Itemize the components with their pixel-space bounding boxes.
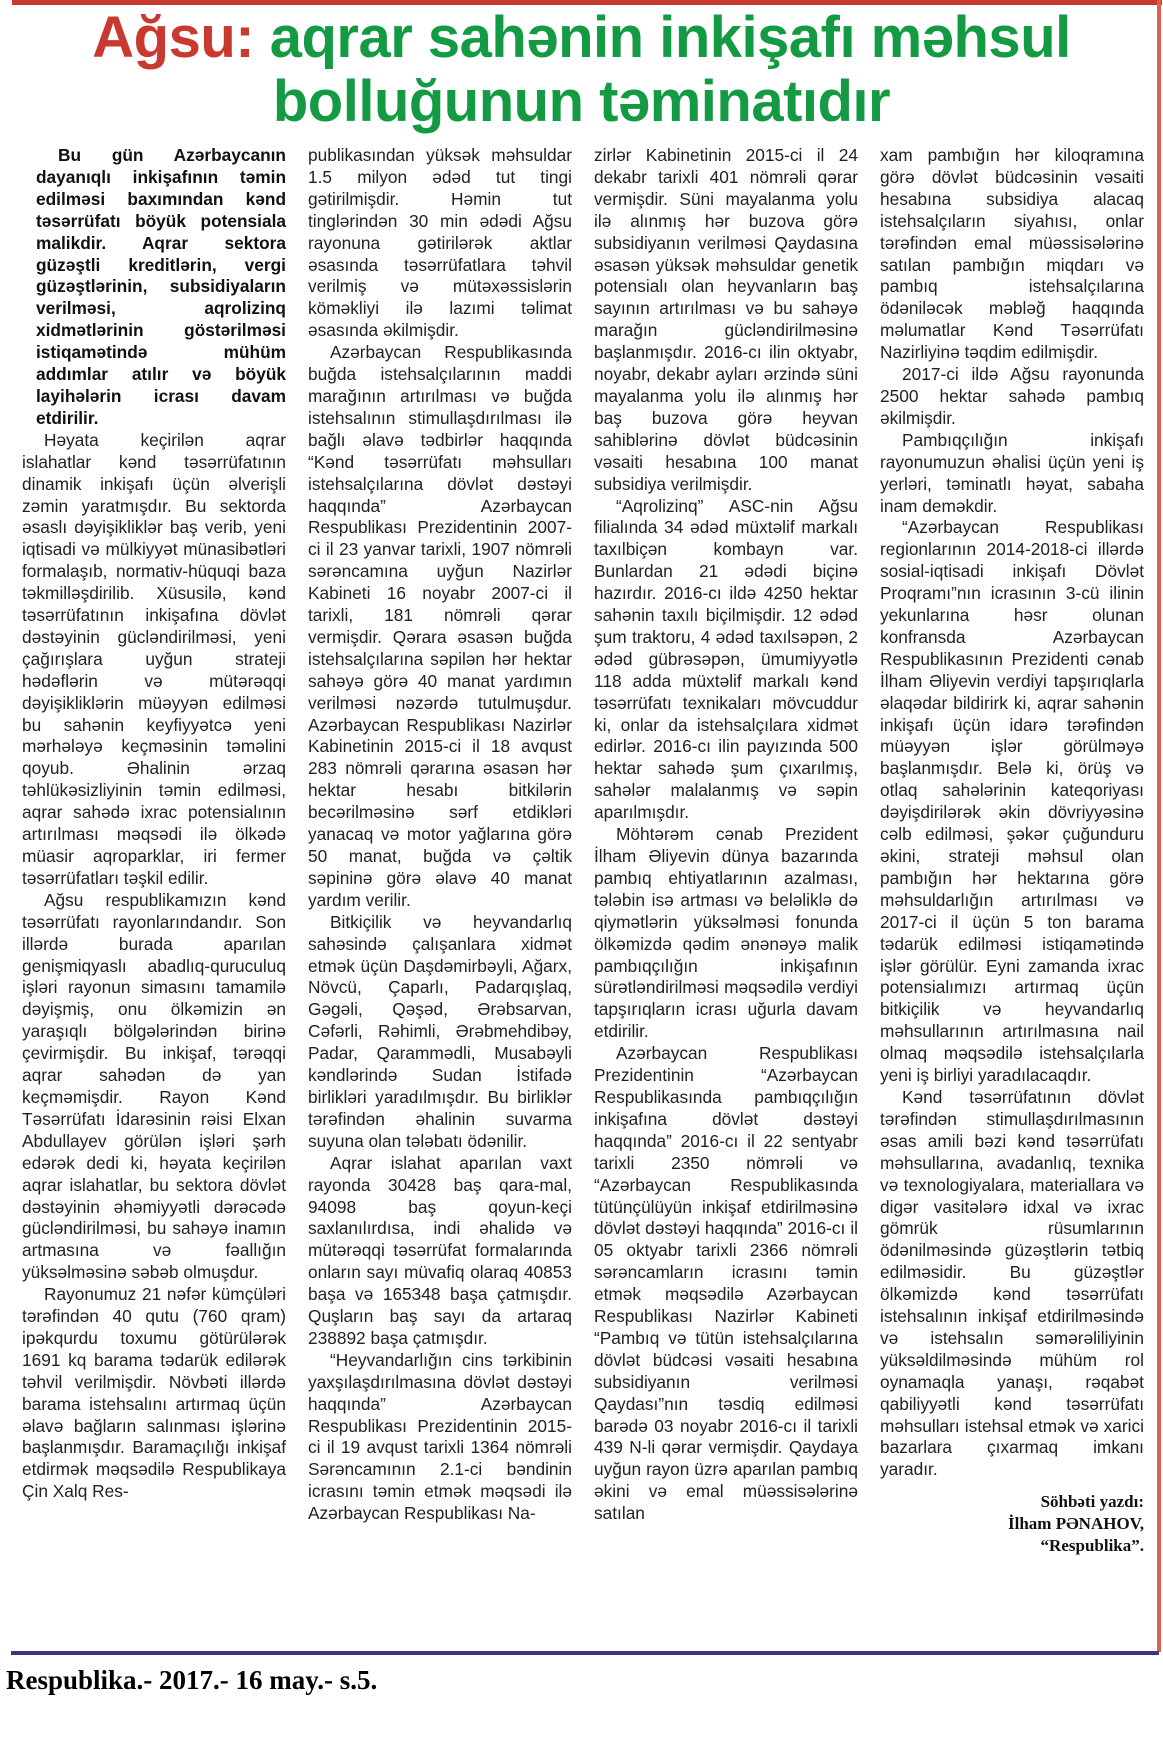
paragraph: “Heyvandarlığın cins tərkibinin yaxşılaşdırılmasına dövlət dəstəyi haqqında” Azərbaycan Respublikası Prezidentinin 2015-ci il 19 avqust tarixli 1364 nömrəli Sərəncamının 2.1-ci bəndinin icrasını təmin etmək məqsədi ilə Azərbaycan Respublikası Na- — [308, 1349, 572, 1524]
frame-bottom-rule — [11, 1651, 1159, 1655]
paragraph: Bitkiçilik və heyvandarlıq sahəsində çalışanlara xidmət etmək üçün Daşdəmirbəyli, Ağarx, Növcü, Çaparlı, Padarqışlaq, Gəgəli, Qəşəd, Ərəbsarvan, Cəfərli, Rəhimli, Ərəbmehdibəy, Padar, Qarammədli, Musabəyli kəndlərində Sudan İstifadə birlikləri yaradılmışdır. Bu birliklər tərəfindən əhalinin suvarma suyuna olan tələbatı ödənilir. — [308, 911, 572, 1151]
byline-label: Söhbəti yazdı: — [1040, 1492, 1144, 1512]
paragraph-continued: xam pambığın hər kiloqramına görə dövlət büdcəsinin vəsaiti hesabına subsidiya alacaq istehsalçıların siyahısı, onlar tərəfindən emal müəssisələrinə satılan pambığın miqdarı və pambıq istehsalçılarına ödəniləcək məbləğ haqqında məlumatlar Kənd Təsərrüfatı Nazirliyinə təqdim edilmişdir. — [880, 145, 1144, 363]
paragraph: Azərbaycan Respublikası Prezidentinin “Azərbaycan Respublikasında pambıqçılığın inkişafına dövlət dəstəyi haqqında” 2016-cı il 22 sentyabr tarixli 2350 nömrəli və “Azərbaycan Respublikasında tütünçülüyün inkişaf etdirilməsinə dövlət dəstəyi haqqında” 2016-cı il 05 oktyabr tarixli 2366 nömrəli sərəncamların icrasını təmin etmək məqsədilə Azərbaycan Respublikası Nazirlər Kabineti “Pambıq və tütün istehsalçılarına dövlət büdcəsi vəsaiti hesabına subsidiyanın verilməsi Qaydası”nın təsdiq edilməsi barədə 03 noyabr 2016-cı il tarixli 439 N-li qərar vermişdir. Qaydaya uyğun rayon üzrə aparılan pambıq əkini və emal müəssisələrinə satılan — [594, 1043, 858, 1524]
paragraph: Həyata keçirilən aqrar islahatlar kənd təsərrüfatının dinamik inkişafı üçün əlverişli zəmin yaratmışdır. Bu sektorda əsaslı dəyişikliklər baş verib, yeni iqtisadi və mülkiyyət münasibətləri formalaşıb, normativ-hüquqi baza təkmilləşdirilib. Xüsusilə, kənd təsərrüfatının inkişafına dövlət dəstəyinin gücləndirilməsi, yeni çağırışlara uyğun strateji hədəflərin və mütərəqqi dəyişikliklərin müəyyən edilməsi bu sahənin keyfiyyətcə yeni mərhələyə keçməsinin təməlini qoyub. Əhalinin ərzaq təhlükəsizliyinin təmin edilməsi, aqrar sahədə ixrac potensialının artırılması məqsədi ilə ölkədə müasir aqroparklar, iri fermer təsərrüfatları təşkil edilir. — [22, 429, 286, 888]
paragraph: “Azərbaycan Respublikası regionlarının 2014-2018-ci illərdə sosial-iqtisadi inkişafı Dövlət Proqramı”nın icrasının 3-cü ilinin yekunlarına həsr olunan konfransda Azərbaycan Respublikasının Prezidenti cənab İlham Əliyevin verdiyi tapşırıqlarla əlaqədar bildirirk ki, aqrar sahənin inkişafı üçün idarə tərəfindən müəyyən işlər görülməyə başlanmışdır. Belə ki, örüş və otlaq sahələrinin kateqoriyası dəyişdirilərək əkin dövriyyəsinə cəlb edilməsi, şəkər çuğunduru əkini, strateji məhsul olan pambığın hər hektarına görə məhsuldarlığın artırılması və 2017-ci il üçün 5 ton barama tədarük edilməsi istiqamətində işlər görülür. Eyni zamanda ixrac potensialımızı artırmaq üçün bitkiçilik və heyvandarlıq məhsullarının artırılmasına nail olmaq məqsədilə istehsalçılarla yeni iş birliyi yaradılacaqdır. — [880, 517, 1144, 1086]
author-byline — [880, 1491, 1144, 1557]
paragraph: Aqrar islahat aparılan vaxt rayonda 30428 baş qara-mal, 94098 baş qoyun-keçi saxlanılırdısa, indi əhalidə və mütərəqqi təsərrüfat formalarında onların sayı müvafiq olaraq 40853 başa və 165348 başa çatmışdır. Quşların baş sayı da artaraq 238892 başa çatmışdır. — [308, 1152, 572, 1348]
paragraph: Möhtərəm cənab Prezident İlham Əliyevin dünya bazarında pambıq ehtiyatlarının azalması, tələbin isə artması və beləliklə də qiymətlərin yüksəlməsi fonunda ölkəmizdə qədim ənənəyə malik pambıqçılığın inkişafının sürətləndirilməsi məqsədilə verdiyi tapşırıqların icrası uğurla davam etdirilir. — [594, 824, 858, 1042]
paragraph: Rayonumuz 21 nəfər kümçüləri tərəfindən 40 qutu (760 qram) ipəkqurdu toxumu götürülərək 1691 kq barama tədarük edilərək təhvil verilmişdir. Növbəti illərdə barama istehsalını artırmaq üçün əlavə bağların salınması işlərinə başlanmışdır. Baramaçılığı inkişaf etdirmək məqsədilə Respublikaya Çin Xalq Res- — [22, 1284, 286, 1502]
frame-right-rule — [1157, 0, 1161, 1652]
paragraph-continued: publikasından yüksək məhsuldar 1.5 milyon ədəd tut tingi gətirilmişdir. Həmin tut tinglərindən 30 min ədədi Ağsu rayonuna gətirilərək aktlar əsasında təsərrüfatlara təhvil verilmiş və mütəxəssislərin köməkliyi ilə lazımi təlimat əsasında əkilmişdir. — [308, 145, 572, 341]
headline-title-line2: bolluğunun təminatıdır — [272, 69, 891, 134]
paragraph: Azərbaycan Respublikasında buğda istehsalçılarının maddi marağının artırılması və buğda istehsalının stimullaşdırılması ilə bağlı əlavə tədbirlər haqqında “Kənd təsərrüfatı məhsulları istehsalçılarına dövlət dəstəyi haqqında” Azərbaycan Respublikası Prezidentinin 2007-ci il 23 yanvar tarixli, 1907 nömrəli sərəncamına uyğun Nazirlər Kabineti 16 noyabr 2007-ci il tarixli, 181 nömrəli qərar vermişdir. Qərara əsasən buğda istehsalçılarına səpilən hər hektar sahəyə görə 40 manat yardımın verilməsi nəzərdə tutulmuşdur. Azərbaycan Respublikası Nazirlər Kabinetinin 2015-ci il 18 avqust 283 nömrəli qərarına əsasən hər hektar hesabı bitkilərin becərilməsinə sərf etdikləri yanacaq və motor yağlarına görə 50 manat, buğda və çəltik səpininə görə əlavə 40 manat yardım verilir. — [308, 342, 572, 910]
column-1 — [22, 145, 286, 1645]
column-4 — [880, 145, 1144, 1645]
paragraph: “Aqrolizinq” ASC-nin Ağsu filialında 34 ədəd müxtəlif markalı taxılbiçən kombayn var. Bunlardan 21 ədədi biçinə hazırdır. 2016-cı ildə 4250 hektar sahənin taxılı biçilmişdir. 12 ədəd şum traktoru, 4 ədəd taxılsəpən, 2 ədəd gübrəsəpən, ümumiyyətlə 118 adda müxtəlif markalı kənd təsərrüfatı texnikaları mövcuddur ki, onlar da istehsalçılara xidmət edirlər. 2016-cı ilin payızında 500 hektar sahədə şum çıxarılmış, sahələr malalanmış və səpin aparılmışdır. — [594, 495, 858, 823]
column-2 — [308, 145, 572, 1645]
article-headline — [0, 6, 1163, 134]
article-body — [22, 145, 1152, 1645]
headline-place: Ağsu: — [92, 5, 255, 70]
column-3 — [594, 145, 858, 1645]
source-citation: Respublika.- 2017.- 16 may.- s.5. — [6, 1665, 378, 1695]
paragraph: Pambıqçılığın inkişafı rayonumuzun əhalisi üçün yeni iş yerləri, təminatlı həyat, sabaha inam deməkdir. — [880, 429, 1144, 516]
paragraph-continued: zirlər Kabinetinin 2015-ci il 24 dekabr tarixli 401 nömrəli qərar vermişdir. Süni mayalanma yolu ilə alınmış hər buzova görə subsidiyanın verilməsi Qaydasına əsasən yüksək məhsuldar genetik potensialı olan heyvanların baş sayının artırılması və bu sahəyə marağın gücləndirilməsinə başlanmışdır. 2016-cı ilin oktyabr, noyabr, dekabr ayları ərzində süni mayalanma yolu ilə alınmış hər baş buzova görə heyvan sahiblərinə dövlət büdcəsinin vəsaiti hesabına 100 manat subsidiya verilmişdir. — [594, 145, 858, 494]
byline-publication: “Respublika”. — [1040, 1536, 1144, 1556]
headline-title-line1: aqrar sahənin inkişafı məhsul — [269, 5, 1071, 70]
paragraph: Ağsu respublikamızın kənd təsərrüfatı rayonlarındandır. Son illərdə burada aparılan genişmiqyaslı abadlıq-quruculuq işləri rayonun simasını tamamilə dəyişmiş, onu ölkəmizin ən yaraşıqlı bölgələrindən birinə çevirmişdir. Bu inkişaf, tərəqqi aqrar sahədən də yan keçməmişdir. Rayon Kənd Təsərrüfatı İdarəsinin rəisi Elxan Abdullayev görülən işləri şərh edərək dedi ki, həyata keçirilən aqrar islahatlar, bu sektora dövlət dəstəyinin əhəmiyyətli dərəcədə gücləndirilməsi, bu sahəyə inamın artmasına və fəallığın yüksəlməsinə səbəb olmuşdur. — [22, 889, 286, 1283]
paragraph: 2017-ci ildə Ağsu rayonunda 2500 hektar sahədə pambıq əkilmişdir. — [880, 364, 1144, 428]
byline-author: İlham PƏNAHOV, — [1008, 1514, 1144, 1534]
lead-paragraph: Bu gün Azərbaycanın dayanıqlı inkişafının təmin edilməsi baxımından kənd təsərrüfatı böyük potensiala malikdir. Aqrar sektora güzəştli kreditlərin, vergi güzəştlərinin, subsidiyaların verilməsi, aqrolizinq xidmətlərinin göstərilməsi istiqamətində mühüm addımlar atılır və böyük layihələrin icrası davam etdirilir. — [36, 145, 286, 428]
paragraph: Kənd təsərrüfatının dövlət tərəfindən stimullaşdırılmasının əsas amili bəzi kənd təsərrüfatı məhsullarına, avadanlıq, texnika və texnologiyalara, materiallara və digər vasitələrə idxal və ixrac gömrük rüsumlarının ödənilməsində güzəştlərin tətbiq edilməsidir. Bu güzəştlər ölkəmizdə kənd təsərrüfatı istehsalının inkişaf etdirilməsində və istehsalın səmərəliliyinin yüksəldilməsində mühüm rol oynamaqla yanaşı, rəqabət qabiliyyətli kənd təsərrüfatı məhsulları istehsal etmək və xarici bazarlara çıxarmaq imkanı yaradır. — [880, 1086, 1144, 1480]
